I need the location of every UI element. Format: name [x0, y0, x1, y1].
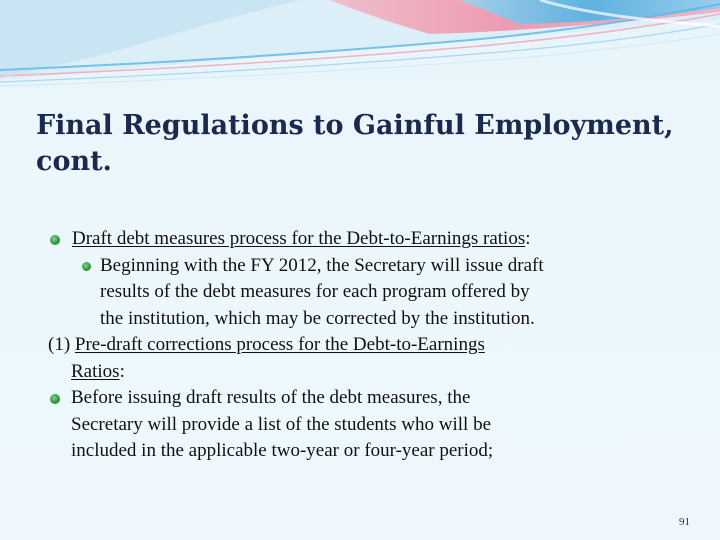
bullet-dot-icon	[50, 394, 60, 404]
title-line-2: cont.	[36, 146, 112, 177]
numbered-prefix: (1)	[48, 334, 75, 355]
bullet-line-1: Before issuing draft results of the debt measures, the	[71, 387, 471, 408]
bullet-heading-colon: :	[525, 228, 531, 249]
numbered-heading-colon: :	[119, 360, 125, 382]
slide-body	[36, 226, 676, 465]
bullet-draft-debt-measures	[36, 226, 676, 253]
bullet-heading-underlined: Draft debt measures process for the Debt-to-Earnings ratios	[72, 228, 526, 249]
bullet-line-3: included in the applicable two-year or four-year period;	[71, 440, 494, 461]
bullet-dot-icon	[50, 235, 60, 245]
page-number: 91	[679, 516, 690, 528]
slide-title	[36, 108, 686, 180]
bullet-line-2: Secretary will provide a list of the students who will be	[71, 413, 492, 435]
title-line-1: Final Regulations to Gainful Employment,	[36, 110, 674, 141]
sub-bullet-fy2012	[36, 253, 676, 333]
numbered-item-continued	[36, 359, 676, 386]
bullet-dot-icon	[82, 262, 91, 271]
sub-bullet-line-1: Beginning with the FY 2012, the Secretary will issue draft	[100, 254, 544, 276]
sub-bullet-line-2: results of the debt measures for each program offered by	[100, 281, 530, 302]
bullet-before-issuing	[36, 385, 676, 465]
numbered-heading-line-1: Pre-draft corrections process for the Debt-to-Earnings	[74, 334, 485, 355]
sub-bullet-line-3: the institution, which may be corrected by the institution.	[100, 307, 535, 329]
decorative-header-swoosh	[0, 0, 720, 95]
numbered-heading-line-2: Ratios	[71, 360, 120, 382]
numbered-item-pre-draft	[36, 332, 676, 359]
